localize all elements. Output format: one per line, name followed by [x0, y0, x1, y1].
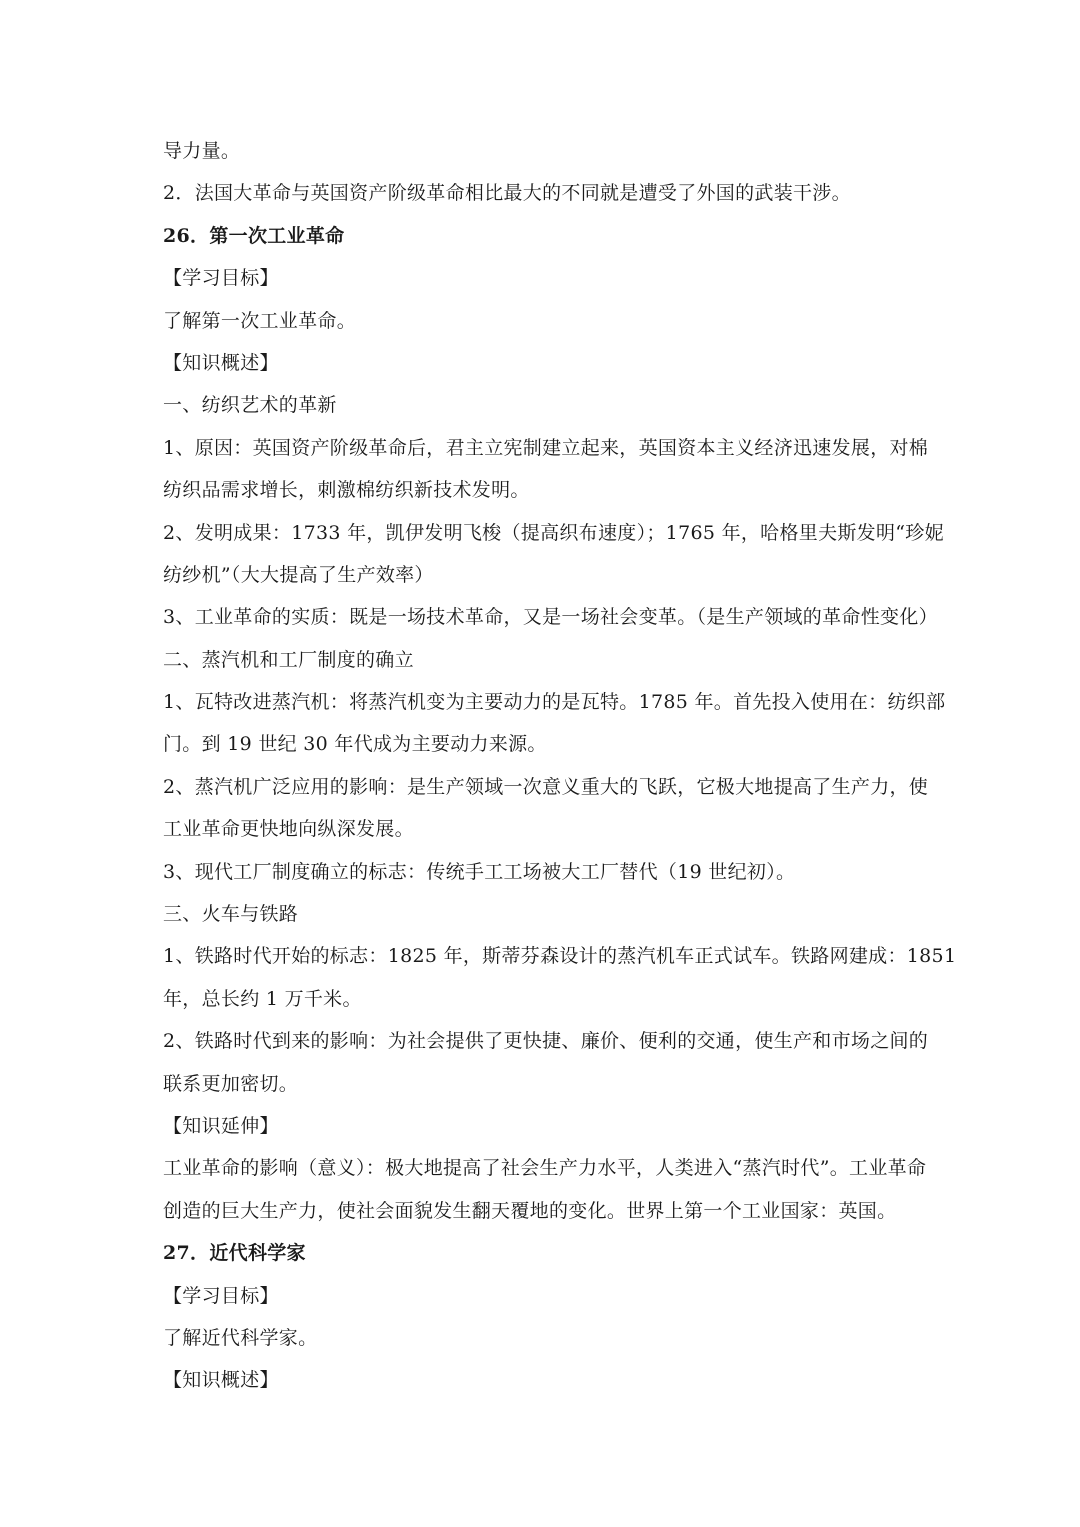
- text-line: 了解近代科学家。: [163, 1326, 318, 1349]
- text-line: 纺织品需求增长，刺激棉纺织新技术发明。: [163, 479, 530, 502]
- text-line: 纺纱机”（大大提高了生产效率）: [163, 563, 434, 586]
- document-page: [163, 130, 957, 1402]
- text-line: 【知识概述】: [163, 351, 279, 374]
- section-heading: 26．第一次工业革命: [163, 224, 345, 247]
- text-line: 门。到 19 世纪 30 年代成为主要动力来源。: [163, 733, 547, 756]
- text-line: 【学习目标】: [163, 1284, 279, 1307]
- text-line: 了解第一次工业革命。: [163, 309, 357, 332]
- text-line: 导力量。: [163, 140, 241, 162]
- text-line: 3、工业革命的实质：既是一场技术革命，又是一场社会变革。（是生产领域的革命性变化）: [163, 606, 938, 629]
- text-line: 1、原因：英国资产阶级革命后，君主立宪制建立起来，英国资本主义经济迅速发展，对棉: [163, 436, 929, 459]
- text-line: 1、铁路时代开始的标志：1825 年，斯蒂芬森设计的蒸汽机车正式试车。铁路网建成：1851: [163, 945, 957, 968]
- text-line: 2、蒸汽机广泛应用的影响：是生产领域一次意义重大的飞跃，它极大地提高了生产力，使: [163, 775, 929, 798]
- text-line: 二、蒸汽机和工厂制度的确立: [163, 648, 414, 671]
- text-line: 年，总长约 1 万千米。: [163, 987, 362, 1010]
- text-line: 工业革命的影响（意义）：极大地提高了社会生产力水平，人类进入“蒸汽时代”。工业革命: [163, 1157, 927, 1180]
- text-line: 2．法国大革命与英国资产阶级革命相比最大的不同就是遭受了外国的武装干涉。: [163, 182, 851, 205]
- text-line: 三、火车与铁路: [163, 903, 299, 926]
- text-line: 3、现代工厂制度确立的标志：传统手工工场被大工厂替代（19 世纪初）。: [163, 860, 796, 883]
- text-line: 【知识延伸】: [163, 1114, 279, 1137]
- text-line: 工业革命更快地向纵深发展。: [163, 818, 414, 841]
- text-line: 创造的巨大生产力，使社会面貌发生翻天覆地的变化。世界上第一个工业国家：英国。: [163, 1199, 897, 1222]
- text-line: 一、纺织艺术的革新: [163, 394, 337, 417]
- text-line: 【知识概述】: [163, 1369, 279, 1392]
- text-line: 2、铁路时代到来的影响：为社会提供了更快捷、廉价、便利的交通，使生产和市场之间的: [163, 1030, 929, 1053]
- text-line: 1、瓦特改进蒸汽机：将蒸汽机变为主要动力的是瓦特。1785 年。首先投入使用在：纺织部: [163, 691, 946, 714]
- text-line: 联系更加密切。: [163, 1072, 299, 1095]
- text-line: 【学习目标】: [163, 267, 279, 290]
- section-heading: 27．近代科学家: [163, 1242, 306, 1265]
- text-line: 2、发明成果：1733 年，凯伊发明飞梭（提高织布速度）；1765 年，哈格里夫斯发明“珍妮: [163, 521, 944, 544]
